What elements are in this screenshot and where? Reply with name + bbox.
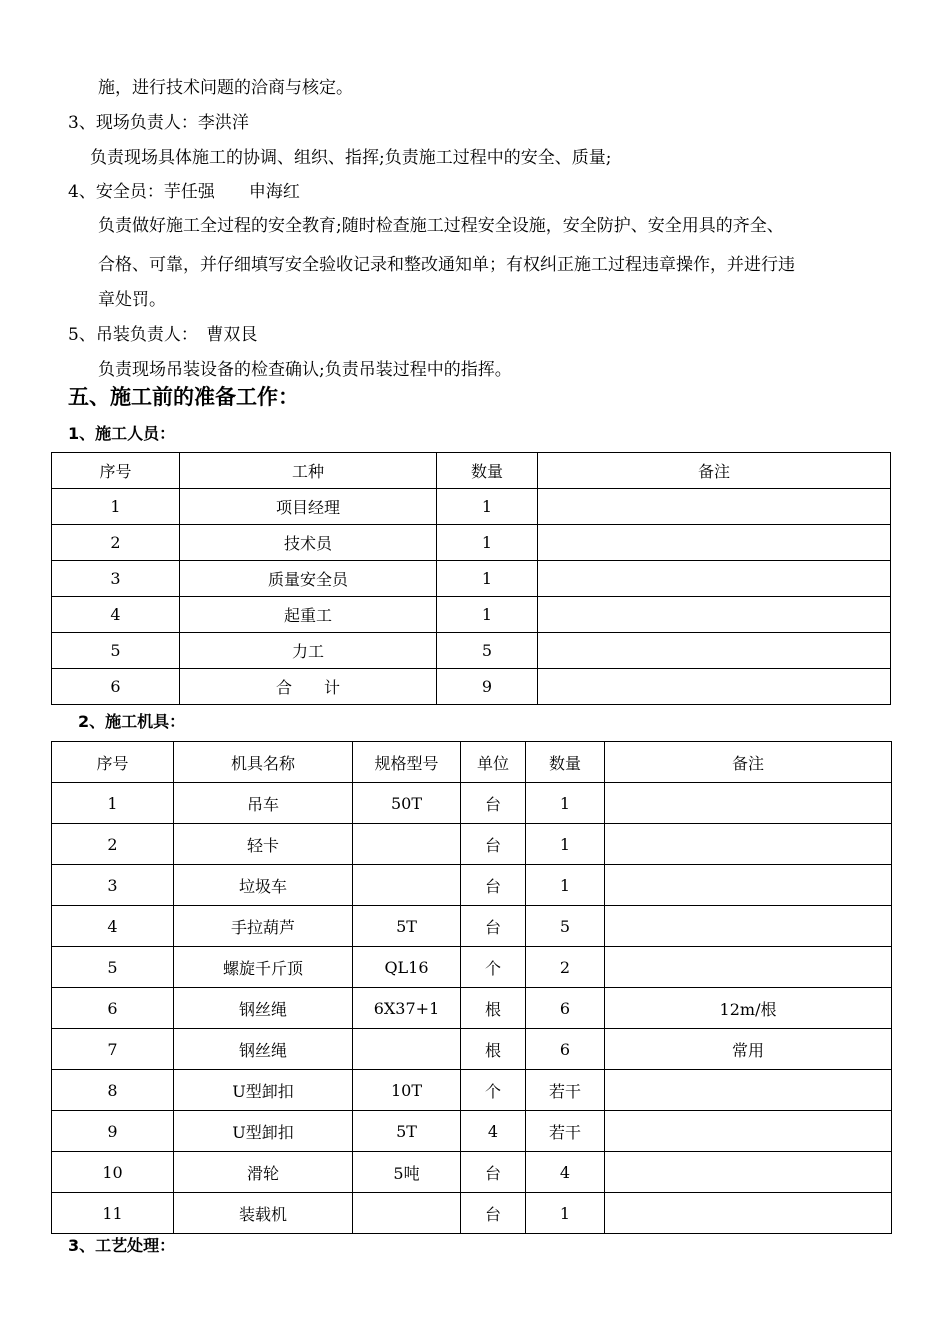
table-cell: 6X37+1 (353, 988, 461, 1029)
paragraph-line: 施，进行技术问题的洽商与核定。 (98, 78, 353, 98)
table-header-cell: 序号 (52, 742, 174, 783)
table-cell: 钢丝绳 (174, 1029, 353, 1070)
table-row (52, 525, 891, 561)
table-cell: 11 (52, 1193, 174, 1234)
table-cell: 1 (437, 525, 538, 561)
table-cell: 5 (526, 906, 605, 947)
table-header-cell: 备注 (538, 453, 891, 489)
table-cell: 5 (52, 633, 180, 669)
table-cell: 9 (52, 1111, 174, 1152)
table-cell: 常用 (605, 1029, 892, 1070)
table-cell: 1 (526, 824, 605, 865)
table-cell: 5 (52, 947, 174, 988)
lifting-manager-line: 5、吊装负责人： 曹双艮 (68, 325, 258, 345)
table-header-cell: 工种 (180, 453, 437, 489)
table-cell (538, 633, 891, 669)
table-cell (353, 1193, 461, 1234)
table-cell (538, 525, 891, 561)
table-cell: 1 (526, 865, 605, 906)
table-cell: 手拉葫芦 (174, 906, 353, 947)
table-header-row (52, 742, 892, 783)
table-cell: 质量安全员 (180, 561, 437, 597)
table-cell: 2 (52, 525, 180, 561)
table-cell (605, 783, 892, 824)
safety-officer-line: 4、安全员：芋任强 申海红 (68, 182, 300, 202)
table-header-cell: 机具名称 (174, 742, 353, 783)
table-cell: 1 (526, 1193, 605, 1234)
subsection-heading: 3、工艺处理： (68, 1236, 176, 1255)
table-cell: 10 (52, 1152, 174, 1193)
table-cell: 50T (353, 783, 461, 824)
table-cell: 轻卡 (174, 824, 353, 865)
table-cell (538, 561, 891, 597)
paragraph-line: 负责做好施工全过程的安全教育;随时检查施工过程安全设施，安全防护、安全用具的齐全、 (98, 216, 784, 236)
table-cell: 台 (461, 1152, 526, 1193)
table-header-cell: 备注 (605, 742, 892, 783)
table-row (52, 865, 892, 906)
table-row (52, 1152, 892, 1193)
table-row (52, 633, 891, 669)
personnel-table (51, 452, 891, 705)
table-cell: 6 (526, 1029, 605, 1070)
table-cell: 力工 (180, 633, 437, 669)
table-header-cell: 序号 (52, 453, 180, 489)
table-cell: 垃圾车 (174, 865, 353, 906)
paragraph-line: 合格、可靠，并仔细填写安全验收记录和整改通知单；有权纠正施工过程违章操作，并进行违 (98, 255, 795, 275)
paragraph-line: 负责现场吊装设备的检查确认;负责吊装过程中的指挥。 (98, 360, 512, 380)
table-cell: 若干 (526, 1070, 605, 1111)
table-cell: 1 (437, 597, 538, 633)
table-row (52, 1070, 892, 1111)
table-cell (353, 865, 461, 906)
table-cell: 台 (461, 1193, 526, 1234)
table-header-row (52, 453, 891, 489)
table-cell: 4 (52, 597, 180, 633)
table-header-cell: 规格型号 (353, 742, 461, 783)
table-cell: 根 (461, 1029, 526, 1070)
paragraph-line: 章处罚。 (98, 290, 166, 310)
table-row (52, 988, 892, 1029)
equipment-table (51, 741, 892, 1234)
table-cell (538, 669, 891, 705)
table-cell: U型卸扣 (174, 1111, 353, 1152)
table-row (52, 906, 892, 947)
table-cell: 根 (461, 988, 526, 1029)
table-cell: 5 (437, 633, 538, 669)
table-cell: 钢丝绳 (174, 988, 353, 1029)
table-row (52, 669, 891, 705)
table-cell: 6 (526, 988, 605, 1029)
table-row (52, 1111, 892, 1152)
table-cell: 个 (461, 1070, 526, 1111)
table-cell: 台 (461, 906, 526, 947)
site-manager-line: 3、现场负责人：李洪洋 (68, 113, 249, 133)
table-cell: 6 (52, 988, 174, 1029)
table-cell: 台 (461, 783, 526, 824)
table-cell: 5T (353, 906, 461, 947)
table-cell: 5T (353, 1111, 461, 1152)
table-cell: 5吨 (353, 1152, 461, 1193)
table-cell: 滑轮 (174, 1152, 353, 1193)
table-cell: 2 (526, 947, 605, 988)
table-header-cell: 数量 (437, 453, 538, 489)
table-cell: 4 (461, 1111, 526, 1152)
table-cell: 7 (52, 1029, 174, 1070)
table-row (52, 1193, 892, 1234)
table-cell (353, 1029, 461, 1070)
table-row (52, 824, 892, 865)
table-cell: 起重工 (180, 597, 437, 633)
table-cell: 台 (461, 865, 526, 906)
table-cell: 2 (52, 824, 174, 865)
table-cell: 4 (526, 1152, 605, 1193)
table-cell (538, 597, 891, 633)
table-cell: 3 (52, 865, 174, 906)
table-header-cell: 单位 (461, 742, 526, 783)
table-header-cell: 数量 (526, 742, 605, 783)
table-cell (538, 489, 891, 525)
table-cell: 台 (461, 824, 526, 865)
table-cell: 项目经理 (180, 489, 437, 525)
table-row (52, 947, 892, 988)
table-cell: 吊车 (174, 783, 353, 824)
table-cell (605, 906, 892, 947)
table-cell (605, 865, 892, 906)
table-cell: 1 (526, 783, 605, 824)
table-cell: 螺旋千斤顶 (174, 947, 353, 988)
paragraph-line: 负责现场具体施工的协调、组织、指挥;负责施工过程中的安全、质量; (90, 148, 612, 168)
table-cell: 技术员 (180, 525, 437, 561)
subsection-heading: 2、施工机具： (78, 712, 186, 731)
table-row (52, 489, 891, 525)
table-cell: 1 (437, 561, 538, 597)
table-cell (353, 824, 461, 865)
table-cell (605, 1070, 892, 1111)
table-cell: 1 (52, 783, 174, 824)
table-cell: 若干 (526, 1111, 605, 1152)
table-cell: 3 (52, 561, 180, 597)
table-row (52, 561, 891, 597)
table-cell: 8 (52, 1070, 174, 1111)
table-cell: 6 (52, 669, 180, 705)
table-cell: 装载机 (174, 1193, 353, 1234)
table-cell: 10T (353, 1070, 461, 1111)
section-heading: 五、施工前的准备工作： (68, 385, 299, 409)
table-cell: 合 计 (180, 669, 437, 705)
table-cell (605, 947, 892, 988)
table-cell: 12m/根 (605, 988, 892, 1029)
table-cell: 9 (437, 669, 538, 705)
table-row (52, 1029, 892, 1070)
table-cell: U型卸扣 (174, 1070, 353, 1111)
table-cell (605, 1111, 892, 1152)
table-row (52, 783, 892, 824)
table-cell (605, 1193, 892, 1234)
table-cell: 1 (52, 489, 180, 525)
table-row (52, 597, 891, 633)
table-cell: QL16 (353, 947, 461, 988)
table-cell: 个 (461, 947, 526, 988)
table-cell (605, 1152, 892, 1193)
table-cell: 1 (437, 489, 538, 525)
table-cell (605, 824, 892, 865)
table-cell: 4 (52, 906, 174, 947)
subsection-heading: 1、施工人员： (68, 424, 176, 443)
